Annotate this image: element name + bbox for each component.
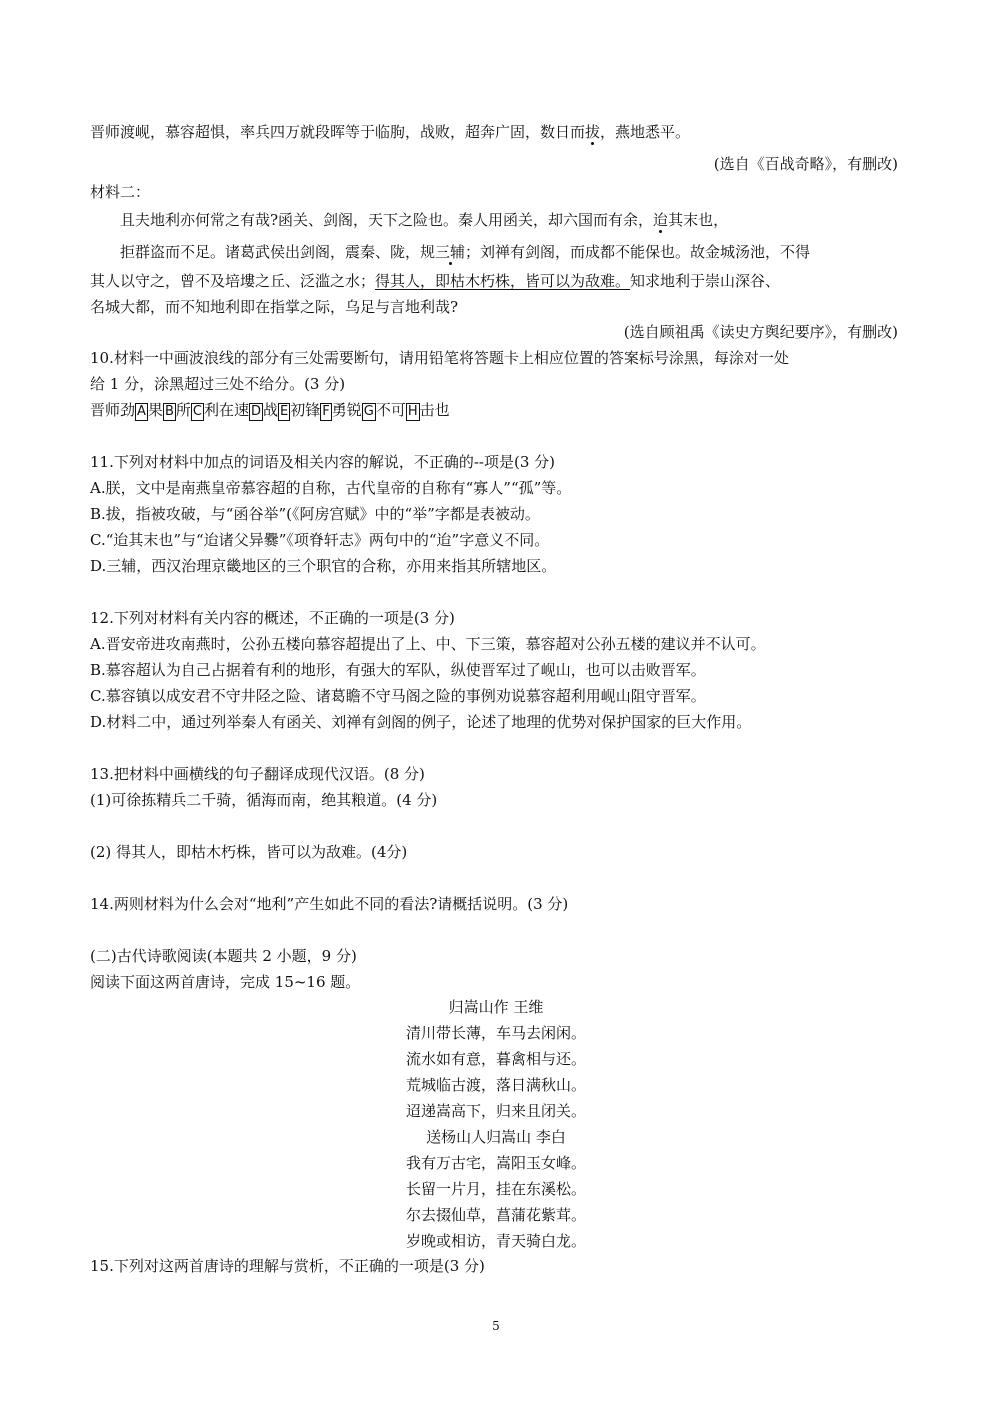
option-mark-b: B — [164, 404, 174, 419]
question-11-option-c: C.“迨其末也”与“迨诸父异爨”《项脊轩志》两句中的“迨”字意义不同。 — [90, 531, 550, 549]
underlined-sentence: 得其人，即枯木朽株，皆可以为敌难。 — [375, 272, 631, 290]
poem-2-title: 送杨山人归嵩山 李白 — [426, 1128, 566, 1146]
option-mark-f: F — [322, 404, 330, 419]
option-mark-h: H — [407, 404, 418, 419]
passage-line-3: 拒群盗而不足。诸葛武侯出剑阁，震秦、陇，规三辅；刘禅有剑阁，而成都不能保也。故金城汤池，不得 — [120, 243, 811, 261]
option-mark-d: D — [250, 404, 261, 419]
dotted-word-ba: 拔 — [585, 123, 601, 141]
question-10-stem: 10.材料一中画波浪线的部分有三处需要断句，请用铅笔将答题卡上相应位置的答案标号涂黑，每涂对一处 — [90, 349, 789, 367]
source-citation-2: (选自顾祖禹《读史方舆纪要序》，有删改) — [623, 323, 898, 341]
option-mark-g: G — [363, 404, 374, 419]
page-number: 5 — [492, 1319, 500, 1333]
question-15-stem: 15.下列对这两首唐诗的理解与赏析，不正确的一项是(3 分) — [90, 1257, 485, 1275]
question-13-sub-2: (2) 得其人，即枯木朽株，皆可以为敌难。(4分) — [90, 843, 408, 861]
option-mark-e: E — [280, 404, 289, 419]
question-10-sentence: 晋师劲 A 果 B 所 C 利在速 D 战 E 初锋 F 勇锐 G 不可 H 击也 — [90, 401, 450, 419]
poem-1-line: 荒城临古渡，落日满秋山。 — [405, 1076, 586, 1094]
question-11-option-a: A.朕，文中是南燕皇帝慕容超的自称，古代皇帝的自称有“寡人”“孤”等。 — [90, 479, 572, 497]
dotted-word-dai: 迨 — [653, 211, 669, 229]
material-2-title: 材料二： — [90, 183, 151, 201]
poem-1-line: 迢递嵩高下，归来且闭关。 — [405, 1102, 586, 1120]
source-citation-1: (选自《百战奇略》，有删改) — [713, 155, 898, 173]
question-11-stem: 11.下列对材料中加点的词语及相关内容的解说，不正确的--项是(3 分) — [90, 453, 556, 471]
passage-line-5: 名城大都，而不知地利即在指掌之际，乌足与言地利哉? — [90, 298, 459, 316]
question-12-stem: 12.下列对材料有关内容的概述，不正确的一项是(3 分) — [90, 609, 455, 627]
passage-line-4: 其人以守之，曾不及培塿之丘、泛滥之水；得其人，即枯木朽株，皆可以为敌难。知求地利于崇山深谷、 — [90, 272, 781, 290]
question-12-option-a: A.晋安帝进攻南燕时，公孙五楼向慕容超提出了上、中、下三策，慕容超对公孙五楼的建议并不认可。 — [90, 635, 766, 653]
question-14-stem: 14.两则材料为什么会对“地利”产生如此不同的看法?请概括说明。(3 分) — [90, 895, 569, 913]
dotted-word-sanfu: 三辅 — [435, 243, 466, 261]
poem-1-title: 归嵩山作 王维 — [448, 998, 544, 1016]
poem-2-line: 岁晚或相访，青天骑白龙。 — [405, 1232, 586, 1250]
poem-2-line: 尔去掇仙草，菖蒲花紫茸。 — [405, 1206, 586, 1224]
section-2-intro: 阅读下面这两首唐诗，完成 15~16 题。 — [90, 973, 361, 991]
option-mark-a: A — [137, 404, 146, 419]
question-12-option-d: D.材料二中，通过列举秦人有函关、刘禅有剑阁的例子，论述了地理的优势对保护国家的巨大作用。 — [90, 713, 752, 731]
poem-2-line: 我有万古宅，嵩阳玉女峰。 — [405, 1154, 586, 1172]
passage-line-2: 且夫地利亦何常之有哉?函关、剑阁，天下之险也。秦人用函关，却六国而有余，迨其末也， — [120, 211, 729, 229]
question-11-option-d: D.三辅，西汉治理京畿地区的三个职官的合称，亦用来指其所辖地区。 — [90, 557, 557, 575]
question-13-stem: 13.把材料中画横线的句子翻译成现代汉语。(8 分) — [90, 765, 425, 783]
question-12-option-b: B.慕容超认为自己占据着有利的地形，有强大的军队，纵使晋军过了岘山，也可以击败晋军。 — [90, 661, 706, 679]
question-11-option-b: B.拔，指被攻破，与“函谷举”(《阿房宫赋》中的“举”字都是表被动。 — [90, 505, 540, 523]
poem-2-line: 长留一片月，挂在东溪松。 — [405, 1180, 586, 1198]
option-mark-c: C — [192, 404, 202, 419]
poem-1-line: 流水如有意，暮禽相与还。 — [405, 1050, 586, 1068]
poem-1-line: 清川带长薄，车马去闲闲。 — [405, 1024, 586, 1042]
section-2-title: (二)古代诗歌阅读(本题共 2 小题，9 分) — [90, 947, 357, 965]
question-12-option-c: C.慕容镇以成安君不守井陉之险、诸葛瞻不守马阁之险的事例劝说慕容超利用岘山阻守晋军。 — [90, 687, 706, 705]
question-13-sub-1: (1)可徐拣精兵二千骑，循海而南，绝其粮道。(4 分) — [90, 791, 438, 809]
question-10-stem-cont: 给 1 分，涂黑超过三处不给分。(3 分) — [90, 375, 346, 393]
passage-line-1: 晋师渡岘，慕容超惧，率兵四万就段晖等于临朐，战败，超奔广固，数日而拔，燕地悉平。 — [90, 123, 691, 141]
